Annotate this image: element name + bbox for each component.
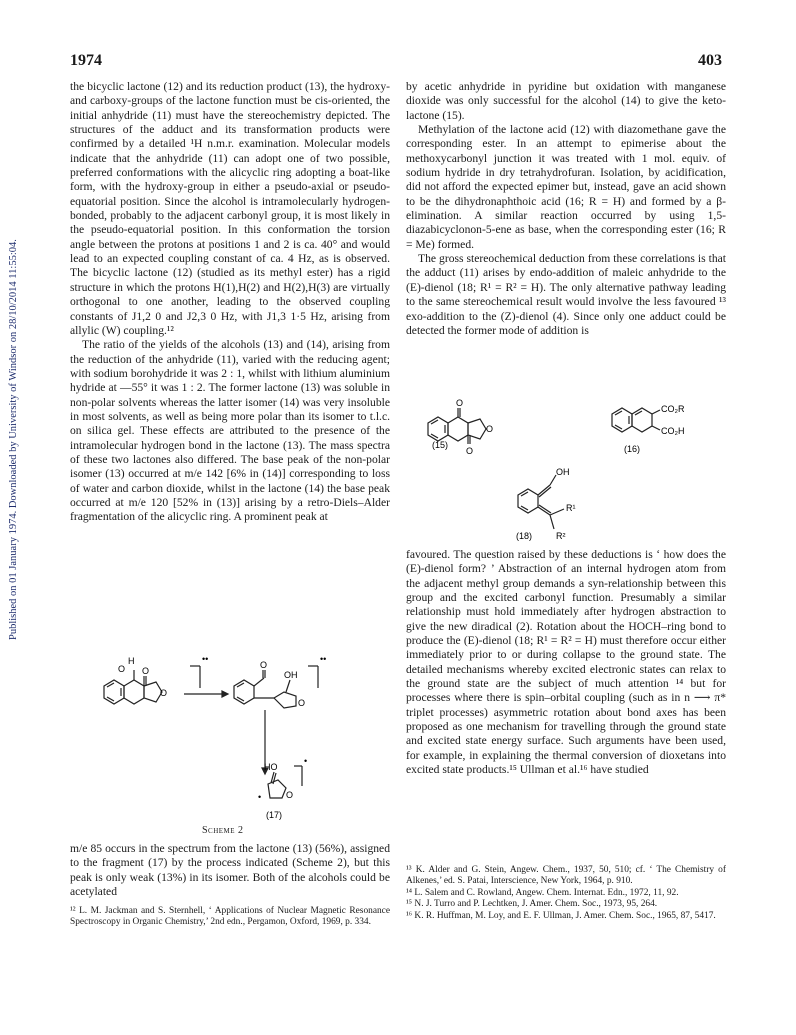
radical-dots: •• [202, 654, 209, 664]
group-label: CO₂H [661, 426, 685, 436]
radical-dot: • [304, 756, 308, 766]
structure-16 [604, 396, 724, 460]
page-number: 403 [698, 52, 722, 69]
paragraph: the bicyclic lactone (12) and its reduction product (13), the hydroxy- and carboxy-groups of the lactone function must be cis-oriented, the initial anhydride (11) must have the stereochemistry depicted. The structures of the adduct and its transformation products were confirmed by a detailed ¹H n.m.r. examination. Molecular models indicate that the anhydride (11) can adopt one of two possible, preferred conformations with the alicyclic ring adopting a boat-like form, with the hydroxy-group in either a pseudo-axial or pseudo-equatorial position. Since the alcohol is intramolecularly hydrogen-bonded, probably to the adjacent carbonyl group, it is most likely in the pseudo-equatorial position. In this conformation the torsion angle between the protons at positions 1 and 2 is ca. 40° and would lead to an expected coupling constant of ca. 4 Hz, as is observed. The bicyclic lactone (12) (studied as its methyl ester) has a rigid structure in which the protons H(1),H(2) and H(2),H(3) are virtually orthogonal to one another, leading to the observed coupling constants of J1,2 0 and J2,3 0 Hz, with J1,3 1·5 Hz, arising from allylic (W) coupling.¹² [70, 80, 390, 337]
footnote: ¹⁶ K. R. Huffman, M. Loy, and E. F. Ullman, J. Amer. Chem. Soc., 1965, 87, 5417. [406, 911, 716, 922]
structure-15 [420, 396, 540, 460]
group-label: O [118, 664, 126, 674]
publication-sidebar-note: Published on 01 January 1974. Downloaded by University of Windsor on 28/10/2014 11:55:04. [8, 239, 19, 640]
compound-number: (15) [432, 440, 449, 450]
paragraph: favoured. The question raised by these deductions is ‘ how does the (E)-dienol form? ’ Abstraction of an internal hydrogen atom from the adjacent methyl group demands a syn-relationship between this group and the excited carbonyl function. Presumably a similar relationship must hold immediately after hydrogen abstraction to give the new diradical (2). Rotation about the HOCH–ring bond to produce the (E)-dienol (18; R¹ = R² = H) must therefore occur either immediately prior to or during collapse to the ground state. The detailed mechanisms whereby excited electronic states can relax to the ground state are the subject of much attention ¹⁴ but for processes where there is spin–orbital coupling (such as in n ⟶ π* triplet processes) asymmetric rotation about bond axes has been proposed as one mechanism for travelling through the ground state and excited state energy surface. Such arguments have been used, for example, in explaining the thermal conversion of dioxetans into excited state products.¹⁵ Ullman et al.¹⁶ have studied [406, 548, 726, 777]
atom-label: O [456, 398, 464, 408]
paragraph: The ratio of the yields of the alcohols (13) and (14), arising from the reduction of the anhydride (11), varied with the reducing agent; with sodium borohydride it was 2 : 1, whilst with lithium aluminium hydride at —55° it was 1 : 2. The former lactone (13) was soluble in non-polar solvents whereas the latter isomer (14) was very insoluble in most solvents, as well as being more polar than its isomer to t.l.c. on silica gel. These effects are attributed to the presence of the intramolecular hydrogen bond in the lactone (13). The mass spectra of these two lactones also differed. The base peak of the non-polar isomer (13) occurred at m/e 142 [6% in (14)] corresponding to loss of water and carbon dioxide, whilst in the lactone (14) the base peak occurred at m/e 120 [52% in (13)] arising by a retro-Diels–Alder fragmentation of the alicyclic ring. A prominent peak at [70, 338, 390, 524]
group-label: OH [556, 467, 570, 477]
group-label: HO [264, 762, 278, 772]
atom-label: O [466, 446, 474, 456]
group-label: OH [284, 670, 298, 680]
compound-number: (17) [266, 810, 283, 820]
paragraph: by acetic anhydride in pyridine but oxidation with manganese dioxide was only successful for the alcohol (14) to give the keto-lactone (15). [406, 80, 726, 122]
footnotes-left [70, 906, 390, 929]
paragraph: Methylation of the lactone acid (12) with diazomethane gave the corresponding ester. In an attempt to epimerise about the methoxycarbonyl junction it was treated with 1 mol. equiv. of sodium hydride in dry tetrahydrofuran. Isolation, by acidification, did not afford the expected epimer but, instead, gave an acid shown to be the dihydronaphthoic acid (16; R = H) and formed by a β-elimination. A similar reaction occurred by using 1,5-diazabicyclonon-5-ene as base, when the corresponding ester (16; R = Me) formed. [406, 123, 726, 251]
compound-number: (18) [516, 531, 533, 541]
footnote: ¹² L. M. Jackman and S. Sternhell, ‘ Applications of Nuclear Magnetic Resonance Spectroscopy in Organic Chemistry,’ 2nd edn., Pergamon, Oxford, 1969, p. 334. [70, 906, 390, 927]
page-year: 1974 [70, 52, 102, 69]
footnote: ¹³ K. Alder and G. Stein, Angew. Chem., 1937, 50, 510; cf. ‘ The Chemistry of Alkenes,’ ed. S. Patai, Interscience, New York, 1964, p. 910. [406, 865, 726, 886]
radical-dots: •• [320, 654, 327, 664]
scheme-caption: Scheme 2 [202, 825, 244, 836]
atom-label: H [128, 656, 135, 666]
atom-label: O [260, 660, 268, 670]
paragraph: The gross stereochemical deduction from these correlations is that the adduct (11) arises by endo-addition of maleic anhydride to the (E)-dienol (18; R¹ = R² = H). The only alternative pathway leading to the same stereochemical result would involve the less favoured ¹³ exo-addition to the (Z)-dienol (4). Since only one adduct could be detected the former mode of addition is [406, 252, 726, 337]
paragraph: m/e 85 occurs in the spectrum from the lactone (13) (56%), assigned to the fragment (17) by the process indicated (Scheme 2), but this peak is only weak (13%) in its isomer. Both of the alcohols could be acetylated [70, 842, 390, 899]
right-column-text-continued [406, 548, 726, 778]
left-column-text [70, 80, 390, 525]
group-label: R¹ [566, 503, 576, 513]
group-label: R² [556, 531, 566, 541]
structure-18 [500, 465, 620, 545]
atom-label: O [486, 424, 494, 434]
footnote: ¹⁵ N. J. Turro and P. Lechtken, J. Amer. Chem. Soc., 1973, 95, 264. [406, 899, 658, 910]
left-column-bottom-text [70, 842, 390, 899]
atom-label: O [142, 666, 150, 676]
right-column-text [406, 80, 726, 338]
compound-number: (16) [624, 444, 641, 454]
scheme-2-figure [96, 648, 386, 820]
atom-label: O [286, 790, 294, 800]
footnotes-right [406, 865, 726, 923]
footnote: ¹⁴ L. Salem and C. Rowland, Angew. Chem. Internat. Edn., 1972, 11, 92. [406, 887, 679, 898]
group-label: CO₂R [661, 404, 685, 414]
atom-label: O [160, 688, 168, 698]
radical-dot: • [258, 792, 262, 802]
atom-label: O [298, 698, 306, 708]
